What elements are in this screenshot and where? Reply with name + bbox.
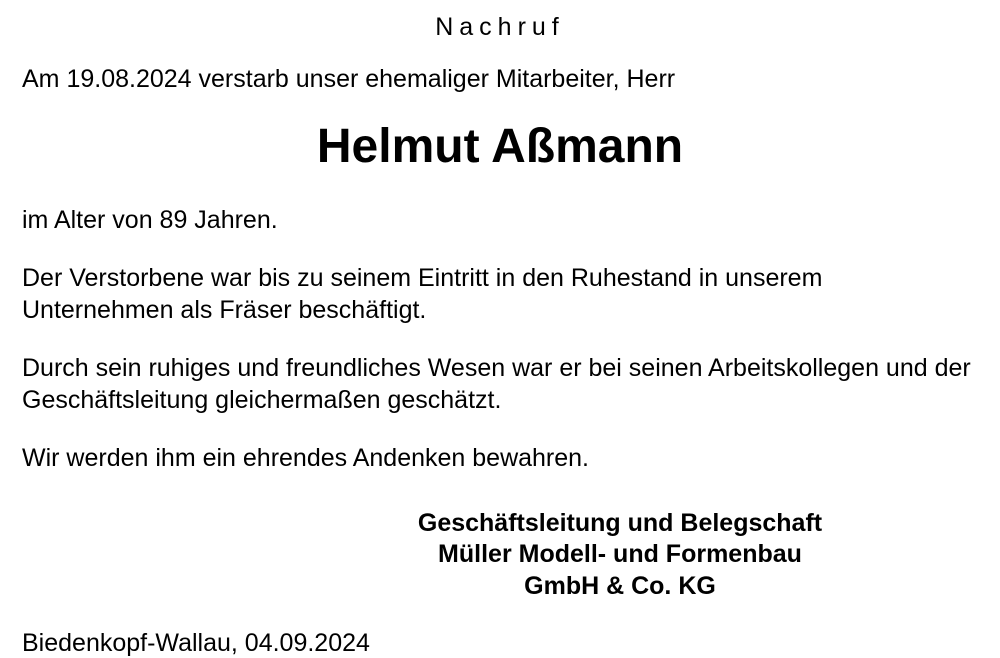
- place-and-date: Biedenkopf-Wallau, 04.09.2024: [22, 629, 370, 658]
- age-line: im Alter von 89 Jahren.: [22, 205, 278, 234]
- signature-line-3: GmbH & Co. KG: [524, 571, 716, 600]
- notice-heading: Nachruf: [435, 13, 565, 41]
- signature-line-2: Müller Modell- und Formenbau: [438, 540, 802, 569]
- paragraph-career: Der Verstorbene war bis zu seinem Eintritt in den Ruhestand in unserem Unternehmen als Fräser beschäftigt.: [22, 263, 823, 324]
- signature-line-1: Geschäftsleitung und Belegschaft: [417, 508, 823, 537]
- deceased-name: Helmut Aßmann: [316, 119, 684, 173]
- paragraph-remembrance: Wir werden ihm ein ehrendes Andenken bewahren.: [22, 443, 590, 472]
- paragraph-character: Durch sein ruhiges und freundliches Wesen war er bei seinen Arbeitskollegen und der Geschäftsleitung gleichermaßen geschätzt.: [22, 353, 971, 414]
- intro-line: Am 19.08.2024 verstarb unser ehemaliger Mitarbeiter, Herr: [22, 64, 676, 93]
- signature-block: [22, 508, 978, 603]
